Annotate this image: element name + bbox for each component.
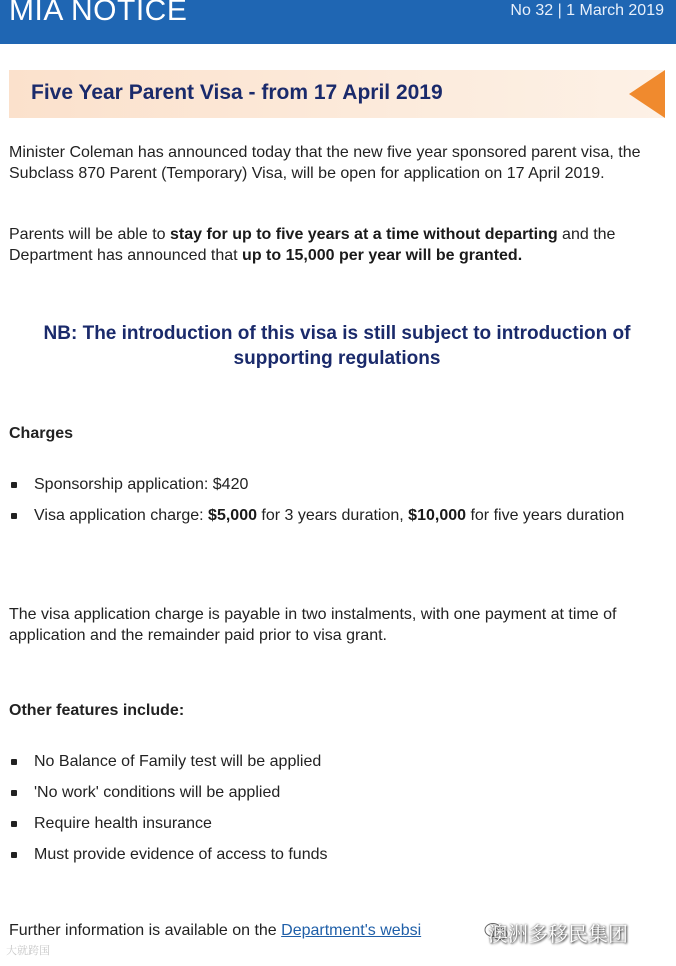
charges-heading: Charges <box>9 425 74 442</box>
bullet-icon <box>11 482 17 488</box>
list-item <box>9 813 649 834</box>
list-item <box>9 782 649 803</box>
feature-item: 'No work' conditions will be applied <box>34 784 281 801</box>
stay-text-1: Parents will be able to <box>9 226 170 243</box>
charge-visa-text-3: for five years duration <box>466 507 625 524</box>
stay-text-2: and the Department has announced that <box>9 226 616 264</box>
charge-visa-text-2: for 3 years duration, <box>256 507 409 524</box>
arrow-left-icon <box>629 70 665 118</box>
brand-title: MIA NOTICE <box>9 0 188 27</box>
header-bar <box>0 0 676 44</box>
list-item <box>9 751 649 772</box>
issue-date: No 32 | 1 March 2019 <box>510 2 664 19</box>
list-item <box>9 505 649 526</box>
charge-visa-text-1: Visa application charge: <box>34 507 209 524</box>
bullet-icon <box>11 790 17 796</box>
charge-sponsorship: Sponsorship application: $420 <box>34 476 249 493</box>
stay-bold-1: stay for up to five years at a time without departing <box>169 226 558 243</box>
payment-paragraph: The visa application charge is payable in two instalments, with one payment at time of application and the remainder paid prior to visa grant. <box>9 606 617 644</box>
bullet-icon <box>11 513 17 519</box>
stay-paragraph <box>9 224 659 266</box>
intro-paragraph: Minister Coleman has announced today that the new five year sponsored parent visa, the Subclass 870 Parent (Temporary) Visa, will be open for application on 17 April 2019. <box>9 144 641 182</box>
feature-item: Must provide evidence of access to funds <box>34 846 328 863</box>
list-item <box>9 474 649 495</box>
features-list <box>9 751 649 865</box>
department-website-link[interactable]: Department's websi <box>281 922 422 939</box>
page-title: Five Year Parent Visa - from 17 April 2019 <box>31 81 443 104</box>
bullet-icon <box>11 759 17 765</box>
bullet-icon <box>11 821 17 827</box>
watermark-right: 澳洲多移民集团 <box>488 924 628 946</box>
title-banner <box>9 70 665 118</box>
nb-line-1: NB: The introduction of this visa is still subject to introduction of <box>43 323 631 344</box>
stay-bold-2: up to 15,000 per year will be granted. <box>242 247 523 264</box>
footer-text: Further information is available on the <box>9 922 282 939</box>
watermark-left: 大就跨国 <box>6 945 50 957</box>
features-heading: Other features include: <box>9 702 185 719</box>
bullet-icon <box>11 852 17 858</box>
charges-list <box>9 474 649 526</box>
feature-item: Require health insurance <box>34 815 212 832</box>
charge-visa-amount-2: $10,000 <box>408 507 467 524</box>
nb-notice <box>9 321 665 371</box>
feature-item: No Balance of Family test will be applied <box>34 753 322 770</box>
charge-visa-amount-1: $5,000 <box>208 507 257 524</box>
list-item <box>9 844 649 865</box>
nb-line-2: supporting regulations <box>233 348 441 369</box>
